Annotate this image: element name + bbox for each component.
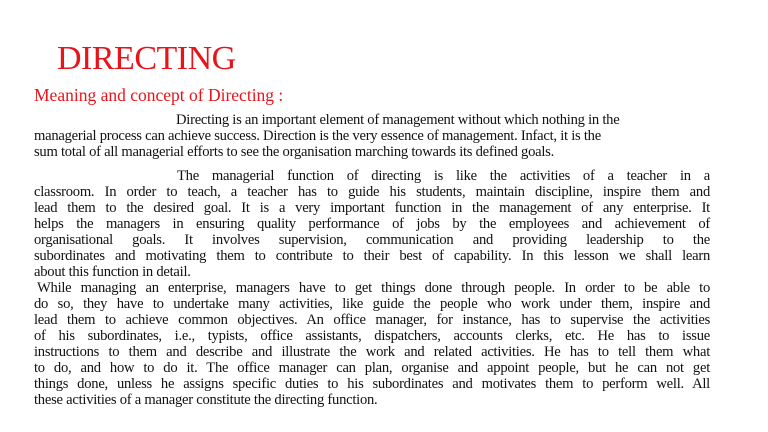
text-line: things done, unless he assigns specific duties to his subordinates and motivates them to perform well. All [34,376,710,392]
text-line: to do, and how to do it. The office manager can plan, organise and appoint people, but he can not get [34,360,710,376]
paragraph-2 [34,168,710,280]
text-line: organisational goals. It involves supervision, communication and providing leadership to the [34,232,710,248]
paragraph-1 [34,112,710,160]
text-line: While managing an enterprise, managers have to get things done through people. In order to be able to [37,280,710,296]
text-line: do so, they have to undertake many activities, like guide the people who work under them, inspire and [34,296,710,312]
text-line: lead them to the desired goal. It is a very important function in the management of any enterprise. It [34,200,710,216]
text-line: sum total of all managerial efforts to see the organisation marching towards its defined goals. [34,144,554,160]
slide-title: DIRECTING [57,40,236,77]
text-line: these activities of a manager constitute the directing function. [34,392,378,408]
text-line: lead them to achieve common objectives. An office manager, for instance, has to supervise the activities [34,312,710,328]
text-line: Directing is an important element of management without which nothing in the [176,112,620,128]
text-line: managerial process can achieve success. Direction is the very essence of management. Infact, it is the [34,128,601,144]
text-line: of his subordinates, i.e., typists, office assistants, dispatchers, accounts clerks, etc. He has to issue [34,328,710,344]
text-line: helps the managers in ensuring quality performance of jobs by the employees and achievement of [34,216,710,232]
paragraph-3 [34,280,710,408]
text-line: The managerial function of directing is like the activities of a teacher in a [177,168,710,184]
text-line: instructions to them and describe and illustrate the work and related activities. He has to tell them what [34,344,710,360]
text-line: classroom. In order to teach, a teacher has to guide his students, maintain discipline, inspire them and [34,184,710,200]
text-line: subordinates and motivating them to contribute to their best of capability. In this lesson we shall learn [34,248,710,264]
text-line: about this function in detail. [34,264,191,280]
slide-subtitle: Meaning and concept of Directing : [34,85,284,105]
